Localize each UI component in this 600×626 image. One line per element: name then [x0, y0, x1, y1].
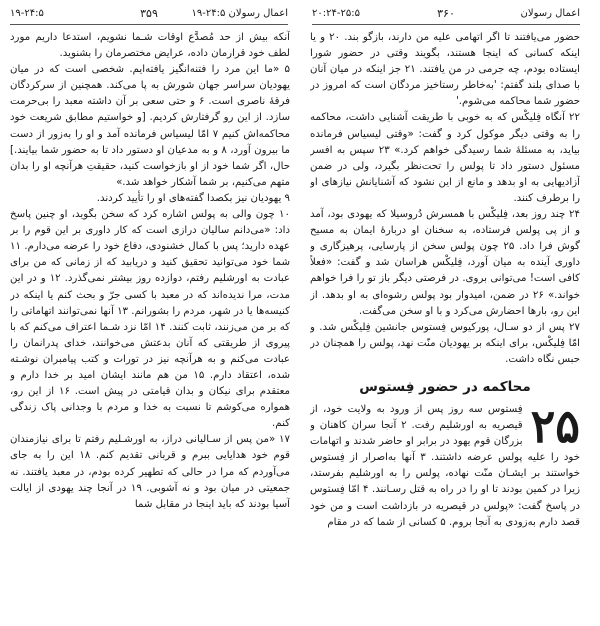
- paragraph: ۱۰ چون والی به پولس اشاره کرد که سخن بگوید، او چنین پاسخ داد: «می‌دانم سالیان درازی است که کار داوری بر این قوم را بر عهده دارید؛ پس با کمال خشنودی، دفاع خود را عرضه می‌دارم. ۱۱ شما خود می‌توانید تحقیق کنید و دریابید که از زمانی که من برای عبادت به اورشلیم رفتم، دوازده روز بیشتر نمی‌گذرد. ۱۲ و در این مدت، مرا ندیده‌اند که در معبد با کسی جرّ و بحث کنم یا اینکه در کنیسه‌ها یا در شهر، مردم را بشورانم. ۱۳ آنها نمی‌توانند اتهاماتی را که بر من می‌زنند، ثابت کنند. ۱۴ امّا نزد شـما اعتراف می‌کنم که با پیروی از طریقتی که آنان بدعتش می‌خوانند، خدای پدرانمان را عبادت می‌کنم و به هرآنچه نیز در تورات و کتب پیامبران نوشـته شده، اعتقاد دارم. ۱۵ من هم مانند ایشان امید بر خدا دارم و معتقدم برای نیکان و بدان قیامتی در پیش است. ۱۶ از این رو، همواره می‌کوشم تا نسبت به خدا و مردم با وجدانی پاک زندگی کنم.: [10, 209, 290, 430]
- left-column: [10, 30, 290, 620]
- right-header-title: اعمال رسولان: [520, 8, 580, 19]
- left-header-title: اعمال رسولان ۲۴:۵-۱۹: [191, 8, 288, 19]
- section-heading: محاکمه در حضور فِستوس: [359, 378, 531, 395]
- left-running-header: [10, 6, 288, 22]
- left-header-reference: ۱۹-۲۴:۵: [10, 8, 44, 19]
- right-running-header: [312, 6, 580, 22]
- left-header-rule: [10, 24, 288, 25]
- paragraph: فِستوس سه روز پس از ورود به ولایت خود، از قیصریه به اورشلیم رفت. ۲ آنجا سران کاهنان و بزرگان قوم یهود در برابر او حاضر شدند و اتهامات خود را علیه پولس عرضه داشتند. ۳ آنها به‌اصرار از فِستوس خواستند بر ایشـان منّت نهاده، پولس را به اورشلیم بفرستد، زیرا در کمین بودند تا او را در راه به قتل رسـانند. ۴ امّا فِستوس در پاسخ گفت: «پولس در قیصریه در بازداشت است و من خود قصد دارم به‌زودی به آنجا بروم. ۵ کسانی از شما که در مقام: [310, 403, 580, 528]
- paragraph: ۵ «ما این مرد را فتنه‌انگیز یافته‌ایم. شخصی است که در میان یهودیان سراسر جهان شورش به پا می‌کند. همچنین از سرکردگان فرقهٔ ناصری است. ۶ و حتی سعی بر آن داشته معبد را بی‌حرمت سازد. از این رو گرفتارش کردیم. [و خواستیم مطابق شریعت خود محاکمه‌اش کنیم ۷ امّا لیسیاس فرمانده آمد و او را به‌زور از دست ما بیرون آورد، ۸ و به مدعیان او دستور داد تا به حضور شما بیایند.] حال، اگر شما خود از او بازخواست کنید، حقیقتِ هرآنچه او را بدان متهم می‌کنیم، بر شما آشکار خواهد شد.»: [10, 64, 290, 188]
- paragraph: ۱۷ «من پس از سـالیانی دراز، به اورشـلیم رفتم تا برای نیازمندان قوم خود هدایایی ببرم و قربانی تقدیم کنم. ۱۸ این را به جای می‌آوردم که مرا در حالی که تطهیر کرده بودم، در معبد یافتند. نه جمعیتی در میان بود و نه آشوبی. ۱۹ در آنجا چند یهودی از ایالت آسیا بودند که باید اینجا در مقابل شما: [10, 434, 290, 510]
- right-column: [310, 30, 580, 620]
- paragraph: آنکه بیش از حد مُصدَّع اوقات شـما نشویم، استدعا داریم مورد لطف خود قرارمان داده، عرایض مختصرمان را بشنوید.: [10, 32, 290, 60]
- paragraph: ۲۴ چند روز بعد، فِلیکْس با همسرش دُروسیلا که یهودی بود، آمد و از پی پولس فرستاده، به سخنان او دربارهٔ ایمان به مسیح گوش فرا داد. ۲۵ چون پولس سخن از پارسایی، پرهیزگاری و داوری آینده به میان آورد، فِلیکْس هراسان شد و گفت: «فعلاً کافی است! می‌توانی بروی. در فرصتی دیگر باز تو را فرا خواهم خواند.» ۲۶ در ضمن، امیدوار بود پولس رشوه‌ای به او بدهد. از این رو، بارها احضارش می‌کرد و با او سخن می‌گفت.: [310, 209, 580, 317]
- right-header-reference: ۲۰:۲۴-۲۵:۵: [312, 8, 360, 19]
- chapter-block: [310, 398, 580, 531]
- left-page-number: ۳۵۹: [140, 7, 158, 20]
- chapter-number: ۲۵: [530, 398, 580, 453]
- paragraph: ۲۷ پس از دو سـال، پورکیوس فِستوس جانشین فِلیکْس شد. و امّا فِلیکْس، برای اینکه بر یهودیان منّت نهد، پولس را همچنان در حبس نگاه داشت.: [310, 321, 580, 365]
- paragraph: ۹ یهودیان نیز بکصدا گفته‌های او را تأیید کردند.: [96, 192, 290, 204]
- paragraph: حضور می‌یافتند تا اگر اتهامی علیه من دارند، بازگو بند. ۲۰ و یا اینکه کسانی که اینجا هستند، بگویند وقتی در حضور شورا ایستاده بودم، چه جرمی در من یافتند. ۲۱ جز اینکه در میان آنان با صدای بلند گفتم: 'به‌خاطر رستاخیز مردگان است که امروز در حضور شما محاکمه می‌شوم.': [310, 32, 580, 108]
- paragraph: ۲۲ آنگاه فِلیکْس که به خوبی با طریقت آشنایی داشت، محاکمه را به وقتی دیگر موکول کرد و گفت: «وقتی لیسیاس فرمانده بیاید، به مسئلهٔ شما رسیدگی خواهم کرد.» ۲۳ سپس به افسر مسئول دستور داد تا پولس را تحت‌نظر بگیرد، ولی در ضمن آزادیهایی به او بدهد و مانع از این نشود که آشنایانش نیازهای او را برطرف کنند.: [310, 112, 580, 204]
- right-page-number: ۳۶۰: [437, 7, 455, 20]
- right-header-rule: [312, 24, 580, 25]
